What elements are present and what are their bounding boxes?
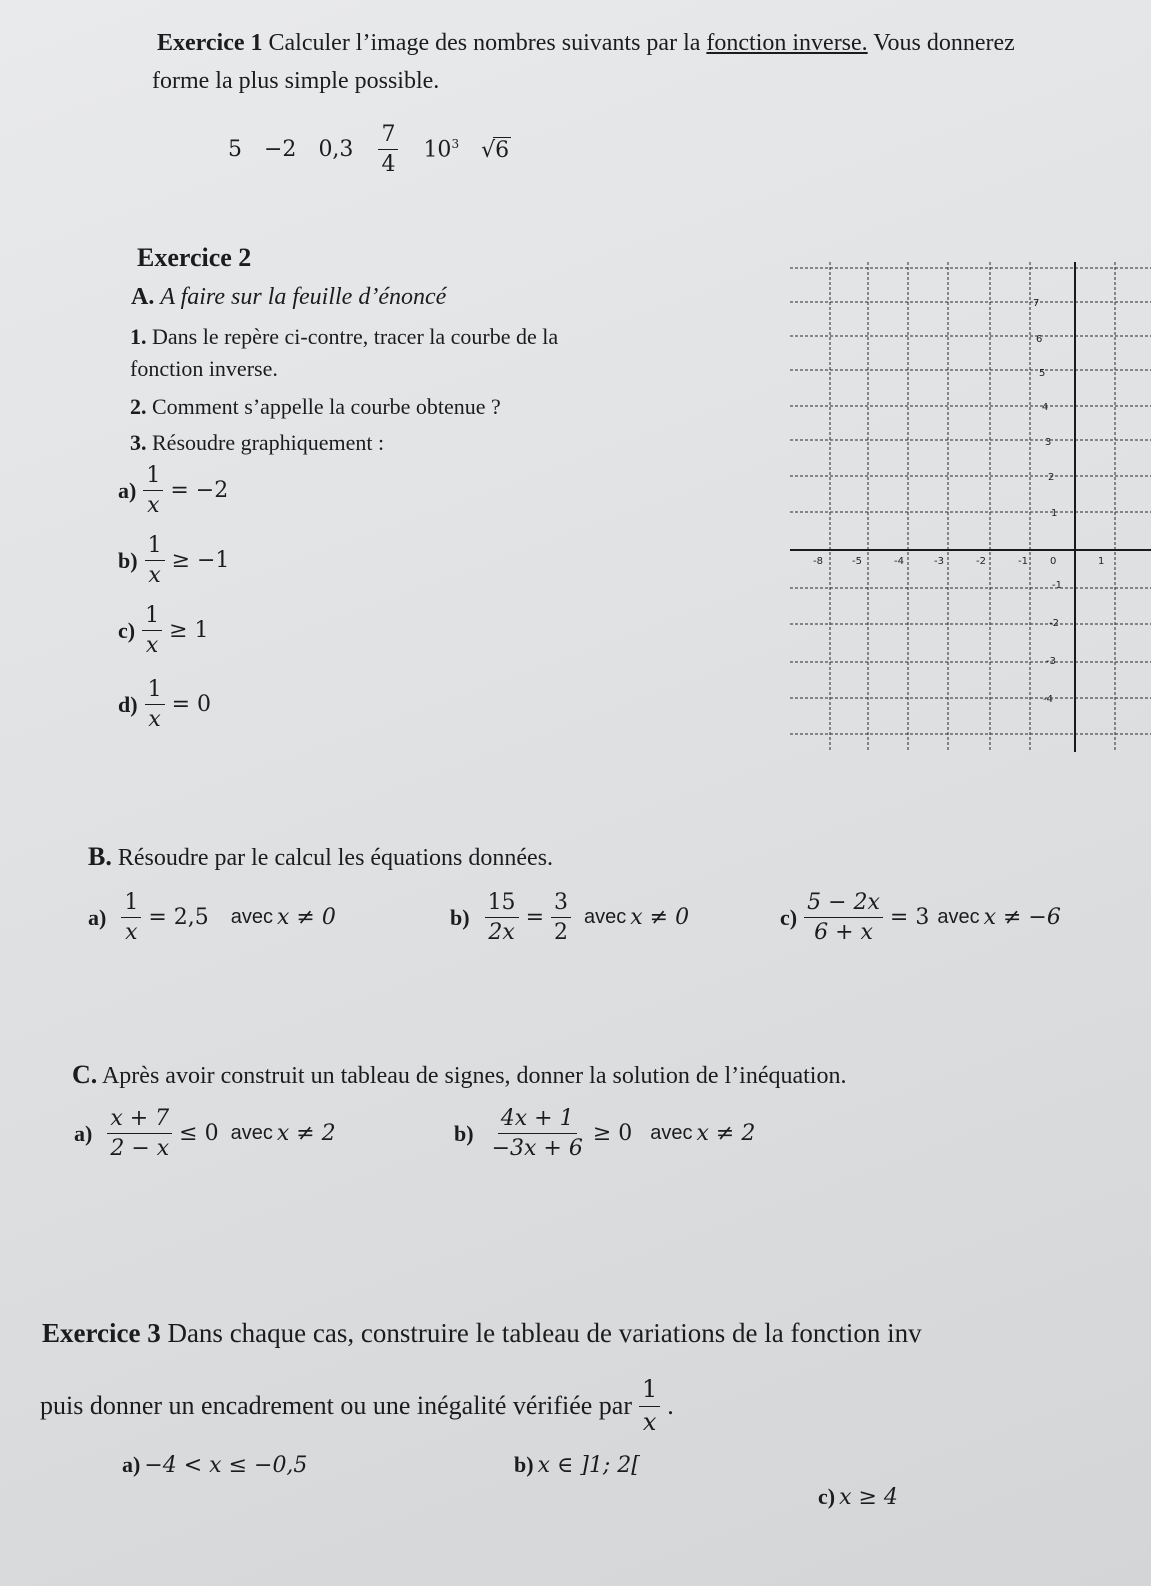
y-tick-label: 2 [1048, 472, 1055, 483]
item-label: a) [74, 1120, 93, 1146]
exercise-3-heading [42, 1318, 922, 1349]
item-fraction [804, 890, 883, 946]
value-6-sqrt [481, 137, 511, 163]
item-label: b) [118, 547, 138, 573]
item-label: a) [88, 904, 107, 930]
fraction-denominator: x [148, 563, 161, 589]
item-label: a) [118, 477, 137, 503]
y-tick-label: 7 [1033, 298, 1040, 309]
coordinate-grid [790, 262, 1151, 752]
item-condition-word: avec [650, 1122, 693, 1145]
question-1-line2: fonction inverse. [130, 356, 278, 381]
item-fraction [142, 603, 162, 659]
item-condition: x ≠ 2 [276, 1121, 336, 1147]
item-condition: x ≠ −6 [983, 905, 1061, 931]
fraction-numerator: 1 [145, 677, 165, 705]
item-label: b) [450, 904, 470, 930]
y-tick-label: 1 [1051, 508, 1058, 519]
item-expression: x ∈ ]1; 2[ [537, 1452, 640, 1478]
y-tick-label: -1 [1052, 580, 1062, 591]
fraction-numerator: 15 [485, 890, 519, 918]
item-condition-word: avec [584, 906, 627, 929]
exercise-1-text-b: Vous donnerez [873, 30, 1015, 56]
exercise-3-dot: . [667, 1391, 674, 1421]
sqrt-argument: 6 [495, 137, 510, 163]
item-label: d) [118, 691, 138, 717]
fraction-numerator: 4x + 1 [498, 1106, 577, 1134]
exercise-3-line2 [40, 1376, 674, 1436]
fraction-numerator: 1 [142, 603, 162, 631]
exercise-3-line2-text: puis donner un encadrement ou une inégalité vérifiée par [40, 1391, 632, 1421]
question-1-number: 1. [130, 324, 147, 349]
x-tick-label: -2 [976, 556, 986, 567]
item-rhs: ≥ −1 [171, 548, 230, 574]
graph-item-b [118, 533, 229, 589]
item-label: c) [818, 1484, 836, 1509]
exercise-1-text-a: Calculer l’image des nombres suivants par la [268, 30, 701, 56]
item-fraction [145, 533, 165, 589]
exercise-3-fraction [639, 1376, 660, 1436]
fraction-numerator: 7 [378, 122, 398, 150]
item-label: c) [118, 617, 136, 643]
fraction-denominator: x [145, 633, 159, 659]
y-tick-label: 4 [1042, 402, 1049, 413]
question-3 [130, 430, 384, 456]
question-3-text: Résoudre graphiquement : [152, 430, 385, 455]
item-condition: x ≠ 0 [277, 905, 336, 931]
item-fraction [121, 890, 141, 946]
fraction-denominator: x [147, 493, 160, 519]
exercise-1-values [228, 122, 511, 178]
fraction-denominator: 4 [381, 152, 396, 178]
item-condition-word: avec [230, 906, 273, 929]
item-expression: x ≥ 4 [839, 1484, 898, 1510]
y-tick-label: -4 [1043, 694, 1053, 705]
power-base: 10 [423, 137, 452, 163]
fraction-numerator: 5 − 2x [804, 890, 883, 918]
value-4-fraction [378, 122, 398, 178]
graph-item-d [118, 677, 211, 733]
exercise-1-link-text: fonction inverse. [706, 30, 868, 56]
fraction-numerator: x + 7 [107, 1106, 172, 1134]
fraction-denominator: 2x [488, 920, 515, 946]
item-rhs: = 3 [889, 905, 930, 931]
fraction-numerator: 1 [121, 890, 141, 918]
item-label: c) [780, 904, 798, 930]
exercise-1-title: Exercice 1 [157, 30, 263, 56]
fraction-denominator: 2 − x [110, 1136, 170, 1162]
x-tick-label: -4 [894, 556, 904, 567]
item-rhs: = −2 [170, 478, 229, 504]
fraction-denominator: 2 [554, 920, 568, 946]
item-rhs: = 0 [171, 692, 211, 718]
x-tick-label: 1 [1098, 556, 1105, 567]
item-rhs: ≥ 1 [169, 618, 209, 644]
y-tick-label: 6 [1036, 334, 1043, 345]
inequality-c-a [74, 1106, 336, 1162]
exercise-3-text: Dans chaque cas, construire le tableau de variations de la fonction inv [167, 1318, 922, 1348]
exercise-3-title: Exercice 3 [42, 1318, 161, 1348]
fraction-denominator: 6 + x [814, 920, 873, 946]
value-5-power [423, 137, 459, 162]
section-a-heading [131, 284, 446, 311]
section-c-letter: C. [72, 1060, 98, 1089]
graph-item-c [118, 603, 209, 659]
value-3: 0,3 [318, 137, 354, 163]
item-label: a) [122, 1452, 141, 1477]
value-2: −2 [264, 137, 297, 163]
exercise-1-heading [157, 30, 1015, 57]
item-expression: −4 < x ≤ −0,5 [144, 1452, 308, 1478]
item-fraction [107, 1106, 172, 1162]
question-3-number: 3. [130, 430, 147, 455]
x-tick-label: -5 [852, 556, 862, 567]
item-fraction [145, 677, 165, 733]
fraction-denominator: −3x + 6 [491, 1136, 583, 1162]
item-fraction [485, 890, 519, 946]
section-c-heading [72, 1060, 846, 1090]
fraction-numerator: 1 [145, 533, 165, 561]
item-rhs: ≥ 0 [592, 1121, 633, 1147]
item-equals: = [525, 905, 544, 931]
item-rhs: ≤ 0 [179, 1121, 219, 1147]
item-condition: x ≠ 2 [696, 1121, 756, 1147]
exercise-2-title: Exercice 2 [137, 243, 252, 272]
power-exponent: 3 [451, 137, 460, 152]
section-b-text: Résoudre par le calcul les équations données. [117, 845, 554, 871]
section-c-text: Après avoir construit un tableau de signes, donner la solution de l’inéquation. [101, 1063, 847, 1089]
y-tick-label: 3 [1045, 437, 1052, 448]
value-1: 5 [228, 137, 242, 163]
x-tick-label: -8 [813, 556, 823, 567]
question-1 [130, 324, 558, 350]
item-fraction [143, 463, 163, 519]
y-tick-label: -3 [1046, 656, 1056, 667]
item-condition-word: avec [937, 906, 980, 929]
fraction-numerator: 3 [551, 890, 571, 918]
section-a-letter: A. [131, 284, 155, 310]
equation-b-c [780, 890, 1061, 946]
equation-b-a [88, 890, 336, 946]
item-label: b) [454, 1120, 474, 1146]
section-b-heading [88, 842, 553, 872]
item-rhs: = 2,5 [148, 905, 209, 931]
graph-item-a [118, 463, 228, 519]
section-a-text: A faire sur la feuille d’énoncé [160, 284, 447, 310]
fraction-denominator: x [148, 707, 161, 733]
fraction-numerator: 1 [143, 463, 163, 491]
item-label: b) [514, 1452, 534, 1477]
inequality-c-b [454, 1106, 755, 1162]
item-condition-word: avec [230, 1122, 273, 1145]
x-tick-label: -1 [1018, 556, 1028, 567]
x-tick-label: 0 [1050, 556, 1057, 567]
section-b-letter: B. [88, 842, 112, 871]
question-2-text: Comment s’appelle la courbe obtenue ? [152, 394, 501, 419]
question-2 [130, 394, 501, 420]
item-fraction-2 [551, 890, 571, 946]
exercise-3-item-b [514, 1452, 640, 1478]
question-2-number: 2. [130, 394, 147, 419]
y-tick-label: -2 [1049, 618, 1059, 629]
question-1-text: Dans le repère ci-contre, tracer la courbe de la [152, 324, 559, 349]
exercise-3-item-c [818, 1484, 898, 1510]
sqrt-symbol: √ [481, 137, 496, 163]
fraction-numerator: 1 [639, 1376, 660, 1407]
fraction-denominator: x [125, 920, 138, 946]
item-fraction [489, 1106, 586, 1162]
y-tick-label: 5 [1039, 368, 1046, 379]
exercise-3-item-a [122, 1452, 307, 1478]
exercise-1-line2: forme la plus simple possible. [152, 68, 440, 94]
equation-b-b [450, 890, 689, 946]
fraction-denominator: x [642, 1407, 657, 1436]
item-condition: x ≠ 0 [630, 905, 690, 931]
x-tick-label: -3 [934, 556, 944, 567]
